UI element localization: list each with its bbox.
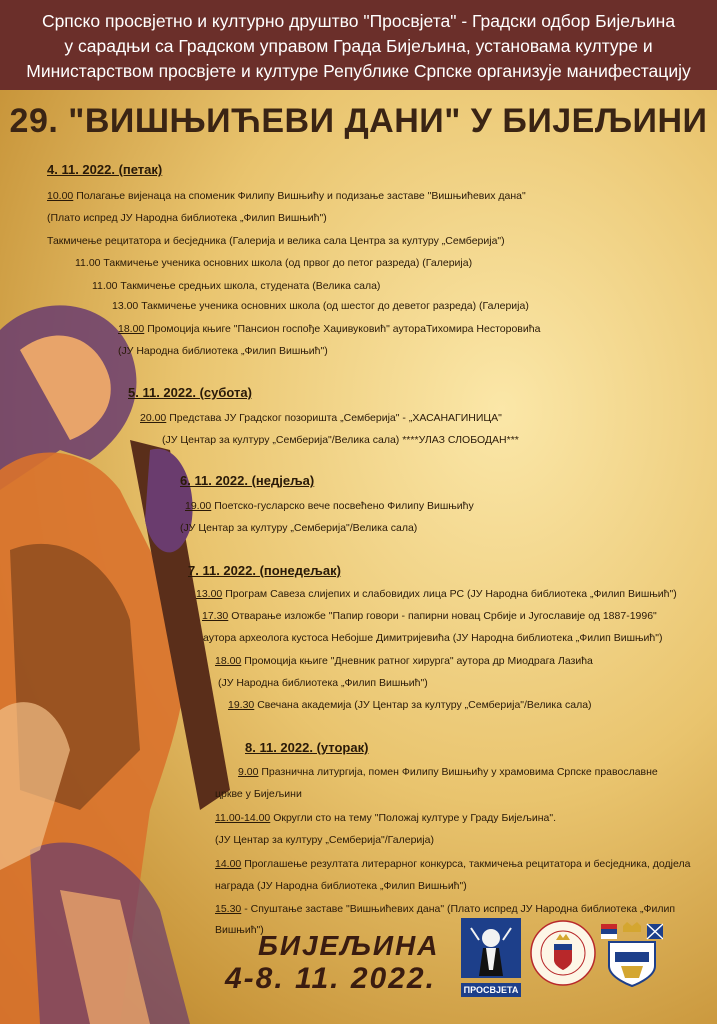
- day-1-item: [118, 323, 540, 335]
- time-label: 17.30: [202, 610, 229, 622]
- event-text: Полагање вијенаца на споменик Филипу Вишњићу и подизање заставе "Вишњићевих дана": [73, 190, 526, 202]
- event-text: Празнична литургија, помен Филипу Вишњићу у храмовима Српске православне: [258, 766, 658, 778]
- event-text: (ЈУ Центар за културу „Семберија"/Галерија): [215, 834, 434, 846]
- day-5-item: [215, 812, 556, 824]
- day-4-item: [215, 655, 593, 667]
- time-label: 11.00-14.00: [215, 812, 271, 824]
- time-label: 13.00: [196, 588, 223, 600]
- day-1-date: 4. 11. 2022. (петак): [47, 162, 163, 177]
- event-text: Промоција књиге "Пансион госпође Хаџивуковић" аутораТихомира Несторовића: [144, 323, 541, 335]
- header-line-3: Министарством просвјете и културе Републике Српске организује манифестацију: [26, 61, 691, 81]
- day-1-item: [118, 345, 328, 357]
- event-text: - Спуштање заставе "Вишњићевих дана" (Плато испред ЈУ Народна библиотека „Филип: [241, 903, 676, 915]
- event-text: (ЈУ Народна библиотека „Филип Вишњић"): [118, 345, 328, 357]
- event-text: (Плато испред ЈУ Народна библиотека „Филип Вишњић"): [47, 212, 327, 224]
- event-text: (ЈУ Народна библиотека „Филип Вишњић"): [218, 677, 428, 689]
- time-label: 15.30: [215, 903, 242, 915]
- day-1-item: [47, 235, 505, 247]
- time-label: 19.30: [228, 699, 255, 711]
- bijeljina-coat-of-arms: [601, 922, 663, 988]
- republika-srpska-seal-icon: [530, 920, 596, 986]
- header-line-1: Српско просвјетно и културно друштво "Просвјета" - Градски одбор Бијељина: [41, 11, 676, 31]
- day-4-item: [202, 610, 657, 622]
- day-1-item: [47, 212, 327, 224]
- event-text: (ЈУ Центар за културу „Семберија"/Велика сала) ****УЛАЗ СЛОБОДАН***: [162, 434, 519, 446]
- event-text: Свечана академија (ЈУ Центар за културу „Семберија"/Велика сала): [254, 699, 592, 711]
- event-text: Вишњић"): [215, 924, 264, 936]
- time-label: 20.00: [140, 412, 167, 424]
- time-label: 18.00: [215, 655, 242, 667]
- day-4-item: [218, 677, 428, 689]
- prosvjeta-logo: [461, 918, 521, 994]
- gusle-player-illustration: [0, 290, 230, 1024]
- event-text: 11.00 Такмичење средњих школа, студената (Велика сала): [92, 280, 381, 292]
- day-2-item: [140, 412, 502, 424]
- time-label: 9.00: [238, 766, 259, 778]
- day-3-item: [180, 522, 417, 534]
- day-4-date: 7. 11. 2022. (понедељак): [188, 563, 341, 578]
- time-label: 10.00: [47, 190, 74, 202]
- event-text: 11.00 Такмичење ученика основних школа (од првог до петог разреда) (Галерија): [75, 257, 473, 269]
- day-5-item: [215, 880, 467, 892]
- day-5-item: [215, 858, 690, 870]
- time-label: 18.00: [118, 323, 145, 335]
- bijeljina-coat-of-arms-icon: [601, 922, 663, 988]
- republika-srpska-seal: [530, 920, 596, 986]
- day-5-item: [238, 766, 658, 778]
- event-text: награда (ЈУ Народна библиотека „Филип Вишњић"): [215, 880, 467, 892]
- day-1-item: [75, 257, 472, 269]
- day-1-item: [47, 190, 526, 202]
- event-text: аутора археолога кустоса Небојше Димитријевића (ЈУ Народна библиотека „Филип Вишњић"): [203, 632, 663, 644]
- page-title: 29. "ВИШЊИЋЕВИ ДАНИ" У БИЈЕЉИНИ: [9, 102, 708, 140]
- day-1-item: [92, 280, 380, 292]
- event-text: Проглашење резултата литерарног конкурса, такмичења рецитатора и бесједника, додјела: [241, 858, 691, 870]
- header-band: [0, 0, 717, 90]
- prosvjeta-logo-label: ПРОСВЈЕТА: [461, 983, 521, 997]
- event-text: 13.00 Такмичење ученика основних школа (од шестог до деветог разреда) (Галерија): [112, 300, 529, 312]
- event-text: Такмичење рецитатора и бесједника (Галерија и велика сала Центра за културу „Семберија"): [47, 235, 505, 247]
- day-5-item: [215, 924, 264, 936]
- day-3-item: [185, 500, 474, 512]
- day-5-date: 8. 11. 2022. (уторак): [245, 740, 369, 755]
- time-label: 14.00: [215, 858, 242, 870]
- event-text: Поетско-гусларско вече посвећено Филипу Вишњићу: [211, 500, 474, 512]
- day-1-item: [112, 300, 529, 312]
- day-2-date: 5. 11. 2022. (субота): [128, 385, 252, 400]
- day-5-item: [215, 788, 302, 800]
- event-text: Програм Савеза слијепих и слабовидих лица РС (ЈУ Народна библиотека „Филип Вишњић"): [222, 588, 677, 600]
- footer-city: БИЈЕЉИНА: [258, 930, 440, 961]
- prosvjeta-emblem-icon: [461, 918, 521, 978]
- footer-dates: 4-8. 11. 2022.: [225, 962, 436, 995]
- time-label: 19.00: [185, 500, 212, 512]
- event-text: (ЈУ Центар за културу „Семберија"/Велика сала): [180, 522, 418, 534]
- event-text: Промоција књиге "Дневник ратног хирурга" аутора др Миодрага Лазића: [241, 655, 593, 667]
- day-5-item: [215, 834, 434, 846]
- day-4-item: [203, 632, 662, 644]
- day-4-item: [196, 588, 677, 600]
- event-text: Отварање изложбе "Папир говори - папирни новац Србије и Југославије од 1887-1996": [228, 610, 657, 622]
- header-line-2: у сарадњи са Градском управом Града Бијељина, установама културе и: [64, 36, 653, 56]
- day-2-item: [162, 434, 519, 446]
- day-3-date: 6. 11. 2022. (недјеља): [180, 473, 315, 488]
- event-text: Округли сто на тему "Положај културе у Граду Бијељина".: [270, 812, 557, 824]
- day-4-item: [228, 699, 592, 711]
- event-text: Представа ЈУ Градског позоришта „Семберија" - „ХАСАНАГИНИЦА": [166, 412, 502, 424]
- event-text: цркве у Бијељини: [215, 788, 302, 800]
- day-5-item: [215, 903, 675, 915]
